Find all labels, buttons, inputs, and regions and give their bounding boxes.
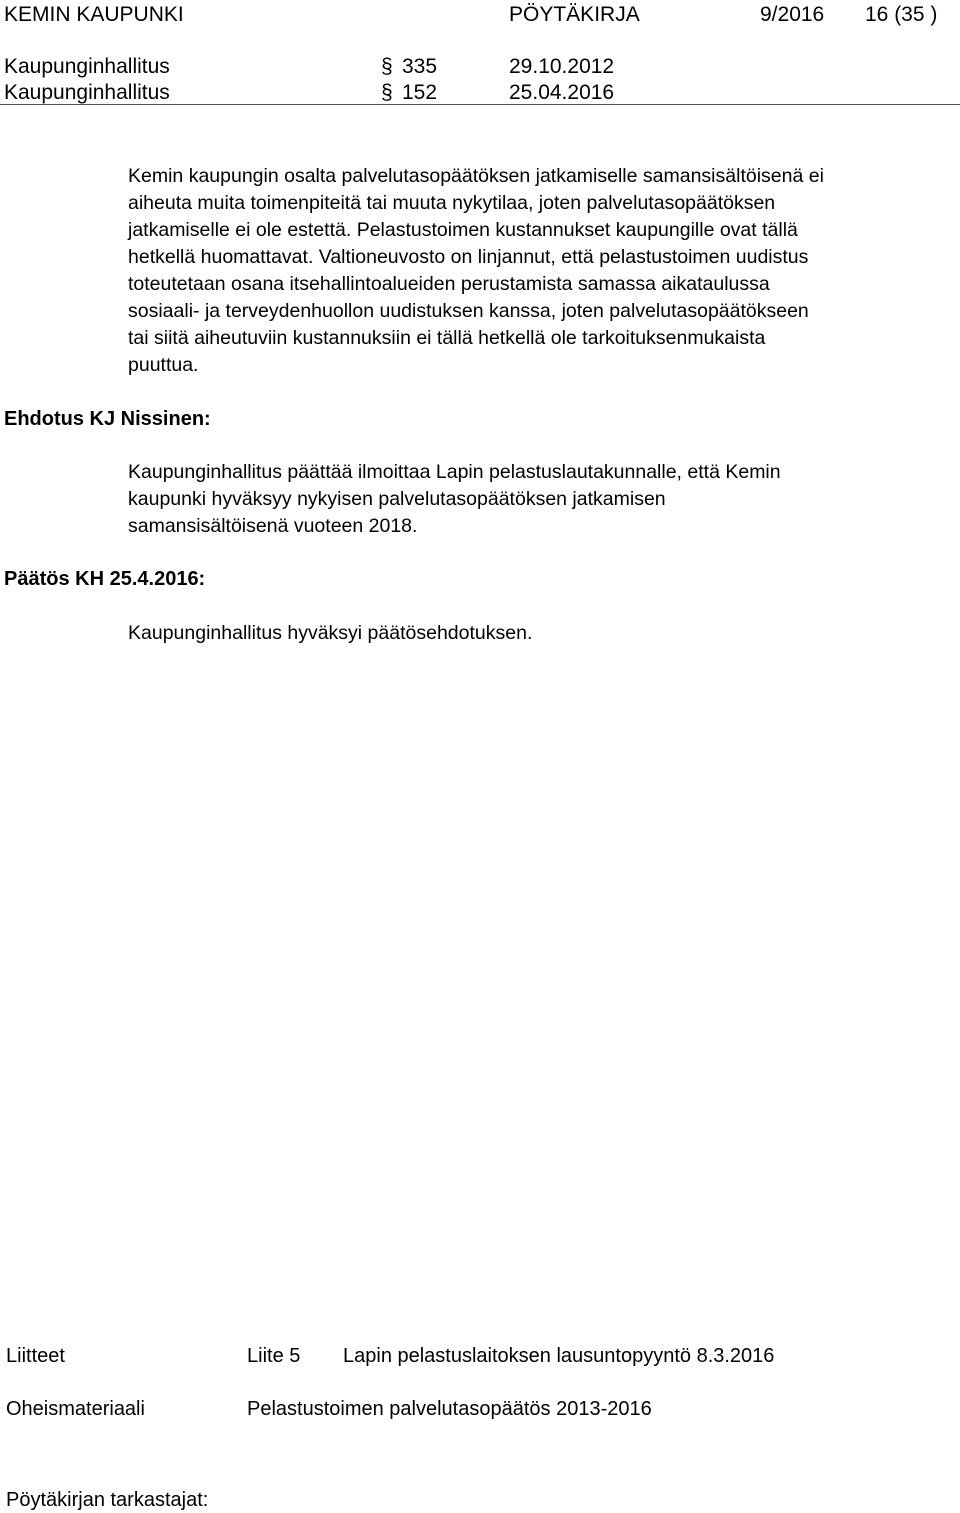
document-type: PÖYTÄKIRJA [509,3,640,26]
proposal-label: Ehdotus KJ Nissinen: [4,408,211,430]
text-line: tai siitä aiheutuviin kustannuksiin ei tällä hetkellä ole tarkoituksenmukaista [128,327,766,349]
attachment-id: Liite 5 [247,1345,301,1367]
reference-date: 25.04.2016 [509,81,615,104]
page-number: 16 (35 ) [865,3,938,26]
reference-date: 29.10.2012 [509,55,615,78]
text-line: hetkellä huomattavat. Valtioneuvosto on linjannut, että pelastustoimen uudistus [128,246,809,268]
text-line: sosiaali- ja terveydenhuollon uudistuksen kanssa, joten palvelutasopäätökseen [128,300,809,322]
section-sign: § [381,81,393,104]
supplementary-label: Oheismateriaali [6,1398,145,1420]
reference-body: Kaupunginhallitus [4,55,170,78]
body-paragraph [128,163,958,379]
section-number: 335 [402,55,438,78]
proposal-paragraph [128,459,958,540]
text-line: jatkamiselle ei ole estettä. Pelastustoimen kustannukset kaupungille ovat tällä [128,219,798,241]
section-number: 152 [402,81,438,104]
document-number: 9/2016 [760,3,825,26]
reviewers-label: Pöytäkirjan tarkastajat: [6,1489,209,1511]
text-line: aiheuta muita toimenpiteitä tai muuta nykytilaa, joten palvelutasopäätöksen [128,192,776,214]
attachments-label: Liitteet [6,1345,65,1367]
supplementary-title: Pelastustoimen palvelutasopäätös 2013-2016 [247,1398,652,1420]
section-sign: § [381,55,393,78]
header-divider [0,104,960,105]
text-line: Kaupunginhallitus päättää ilmoittaa Lapin pelastuslautakunnalle, että Kemin [128,461,781,483]
organization-name: KEMIN KAUPUNKI [4,3,184,26]
text-line: toteutetaan osana itsehallintoalueiden perustamista samassa aikataulussa [128,273,770,295]
attachment-title: Lapin pelastuslaitoksen lausuntopyyntö 8.3.2016 [343,1345,775,1367]
decision-text: Kaupunginhallitus hyväksyi päätösehdotuksen. [128,622,533,644]
reference-body: Kaupunginhallitus [4,81,170,104]
text-line: samansisältöisenä vuoteen 2018. [128,515,418,537]
text-line: Kemin kaupungin osalta palvelutasopäätöksen jatkamiselle samansisältöisenä ei [128,165,824,187]
text-line: puuttua. [128,354,199,376]
text-line: kaupunki hyväksyy nykyisen palvelutasopäätöksen jatkamisen [128,488,666,510]
decision-label: Päätös KH 25.4.2016: [4,568,206,590]
